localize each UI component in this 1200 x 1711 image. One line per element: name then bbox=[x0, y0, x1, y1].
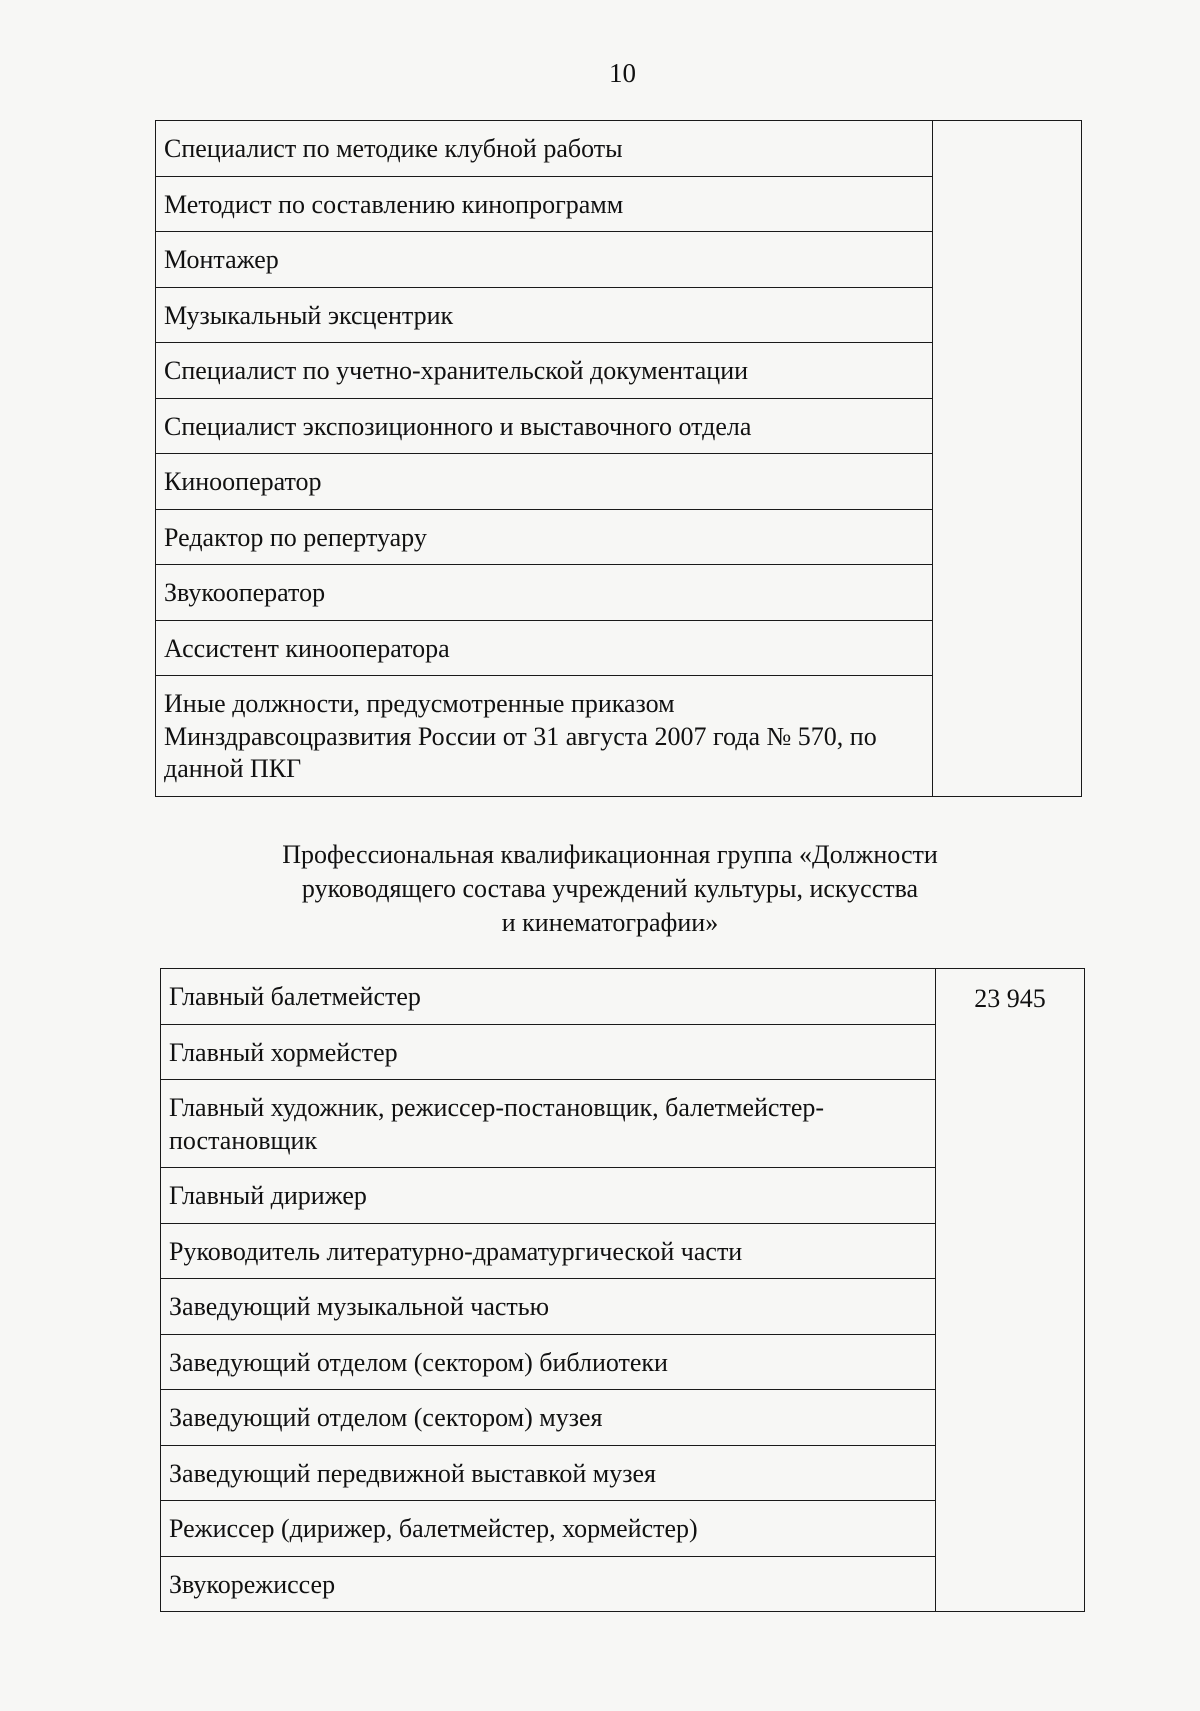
position-name: Иные должности, предусмотренные приказом Минздравсоцразвития России от 31 августа 2007 года № 570, по данной ПКГ bbox=[156, 676, 933, 797]
position-name: Заведующий отделом (сектором) библиотеки bbox=[161, 1334, 936, 1390]
position-name: Специалист экспозиционного и выставочного отдела bbox=[156, 398, 933, 454]
position-name: Музыкальный эксцентрик bbox=[156, 287, 933, 343]
position-name: Заведующий музыкальной частью bbox=[161, 1279, 936, 1335]
position-name: Редактор по репертуару bbox=[156, 509, 933, 565]
position-name: Звукорежиссер bbox=[161, 1556, 936, 1612]
position-name: Специалист по учетно-хранительской документации bbox=[156, 343, 933, 399]
position-name: Главный художник, режиссер-постановщик, балетмейстер-постановщик bbox=[161, 1080, 936, 1168]
position-name: Заведующий передвижной выставкой музея bbox=[161, 1445, 936, 1501]
position-name: Специалист по методике клубной работы bbox=[156, 121, 933, 177]
position-name: Руководитель литературно-драматургической части bbox=[161, 1223, 936, 1279]
position-name: Главный дирижер bbox=[161, 1168, 936, 1224]
positions-table-1 bbox=[155, 120, 1082, 797]
table-row bbox=[161, 969, 1085, 1025]
position-name: Ассистент кинооператора bbox=[156, 620, 933, 676]
position-name: Главный хормейстер bbox=[161, 1024, 936, 1080]
group-title-line: Профессиональная квалификационная группа «Должности bbox=[282, 840, 938, 869]
salary-cell: 23 945 bbox=[936, 969, 1085, 1612]
position-name: Режиссер (дирижер, балетмейстер, хормейстер) bbox=[161, 1501, 936, 1557]
position-name: Методист по составлению кинопрограмм bbox=[156, 176, 933, 232]
position-name: Заведующий отделом (сектором) музея bbox=[161, 1390, 936, 1446]
position-name: Монтажер bbox=[156, 232, 933, 288]
position-name: Главный балетмейстер bbox=[161, 969, 936, 1025]
group-title-line: руководящего состава учреждений культуры, искусства bbox=[301, 873, 919, 903]
position-name: Кинооператор bbox=[156, 454, 933, 510]
positions-table-2 bbox=[160, 968, 1085, 1612]
salary-cell bbox=[933, 121, 1082, 797]
page-number: 10 bbox=[609, 58, 636, 88]
group-title bbox=[220, 838, 1000, 939]
table-row bbox=[156, 121, 1082, 177]
group-title-line: и кинематографии» bbox=[501, 907, 719, 937]
position-name: Звукооператор bbox=[156, 565, 933, 621]
